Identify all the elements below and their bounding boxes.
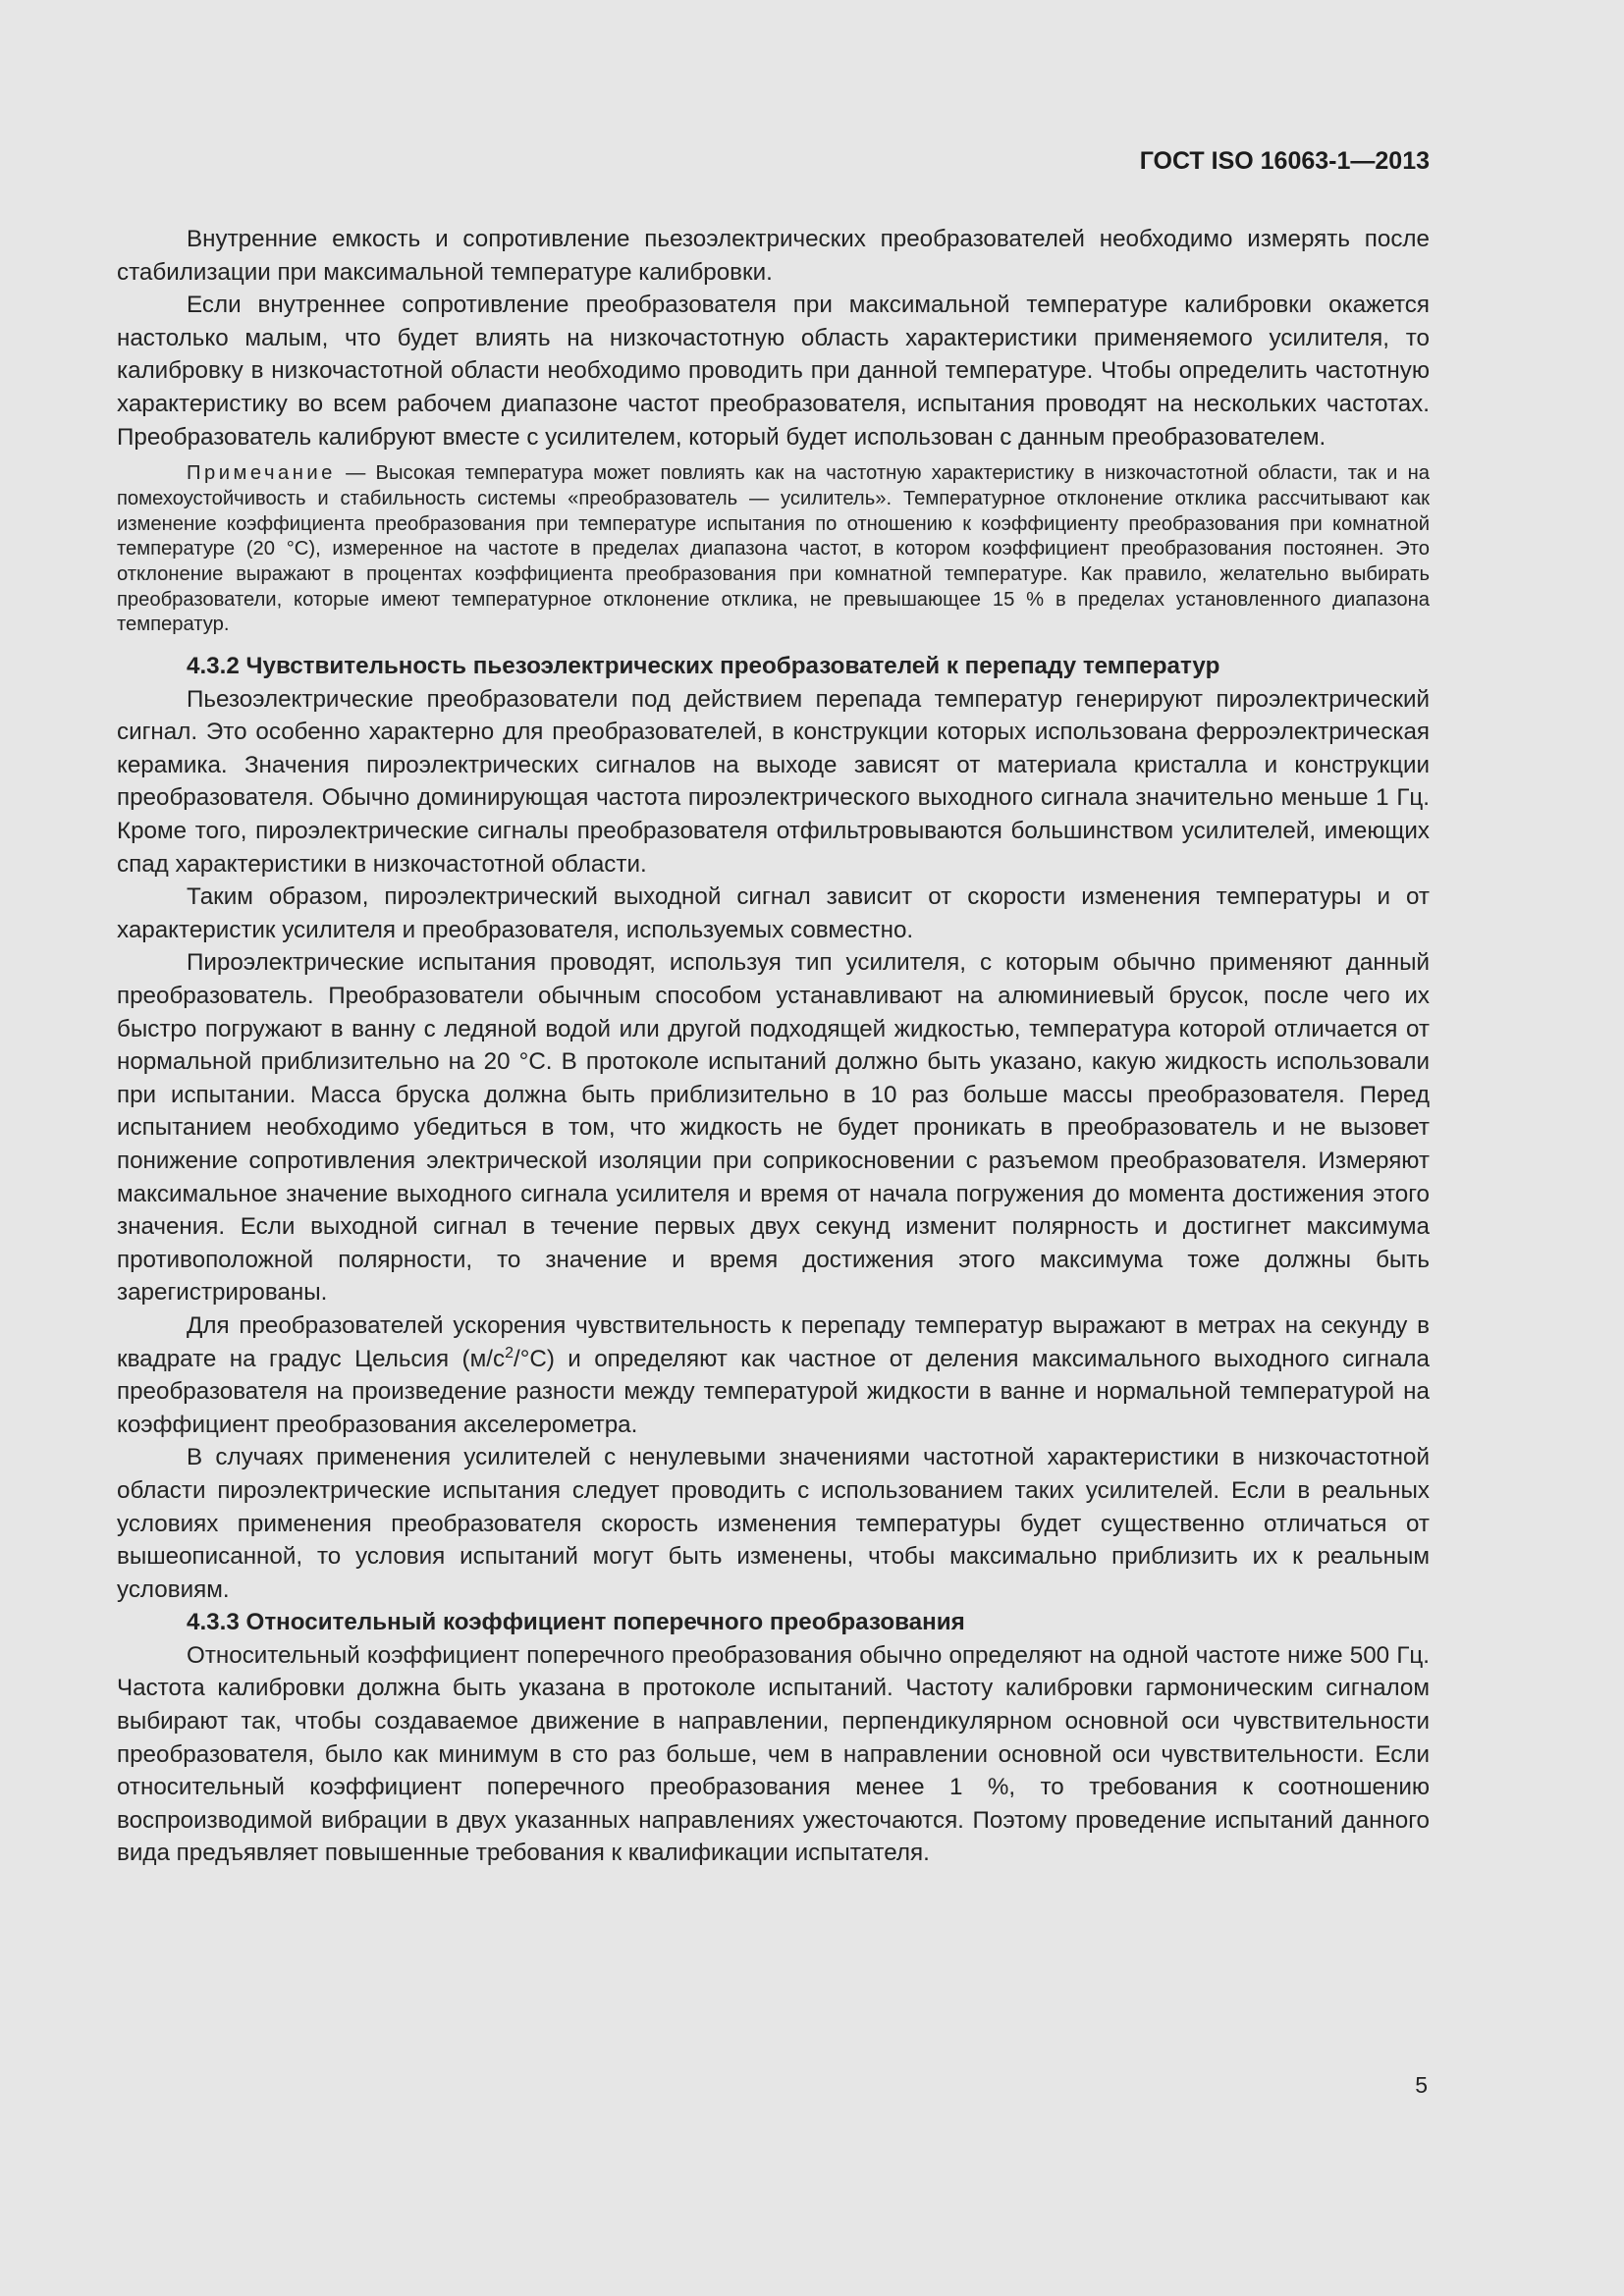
paragraph: Относительный коэффициент поперечного преобразования обычно определяют на одной частоте ниже 500 Гц. Частота калибровки должна быть указана в протоколе испытаний. Частоту калибровки гармоническим сигналом выбирают так, чтобы создаваемое движение в направлении, перпендикулярном основной оси чувствительности преобразователя, было как минимум в сто раз больше, чем в направлении основной оси чувствительности. Если относительный коэффициент поперечного преобразования менее 1 %, то требования к соотношению воспроизводимой вибрации в двух указанных направлениях ужесточаются. Поэтому проведение испытаний данного вида предъявляет повышенные требования к квалификации испытателя. <box>117 1641 1430 1867</box>
section-heading-4-3-3: 4.3.3 Относительный коэффициент поперечного преобразования <box>187 1609 965 1636</box>
paragraph-units-part-2: /°С) и определяют как частное от деления максимального выходного сигнала преобразователя на произведение разности между температурой жидкости в ванне и нормальной температурой на коэффициент преобразования акселерометра. <box>117 1345 1430 1438</box>
paragraph-units <box>117 1309 1430 1441</box>
document-body <box>117 223 1430 1870</box>
paragraph: Если внутреннее сопротивление преобразователя при максимальной температуре калибровки окажется настолько малым, что будет влиять на низкочастотную область характеристики применяемого усилителя, то калибровку в низкочастотной области необходимо проводить при данной температуре. Чтобы определить частотную характеристику во всем рабочем диапазоне частот преобразователя, испытания проводят на нескольких частотах. Преобразователь калибруют вместе с усилителем, который будет использован с данным преобразователем. <box>117 292 1430 451</box>
note-block <box>117 461 1430 638</box>
paragraph: Пироэлектрические испытания проводят, используя тип усилителя, с которым обычно применяют данный преобразователь. Преобразователи обычным способом устанавливают на алюминиевый брусок, после чего их быстро погружают в ванну с ледяной водой или другой подходящей жидкостью, температура которой отличается от нормальной приблизительно на 20 °С. В протоколе испытаний должно быть указано, какую жидкость использовали при испытании. Масса бруска должна быть приблизительно в 10 раз больше массы преобразователя. Перед испытанием необходимо убедиться в том, что жидкость не будет проникать в преобразователь и не вызовет понижение сопротивления электрической изоляции при соприкосновении с разъемом преобразователя. Измеряют максимальное значение выходного сигнала усилителя и время от начала погружения до момента достижения этого значения. Если выходной сигнал в течение первых двух секунд изменит полярность и достигнет максимума противоположной полярности, то значение и время достижения этого максимума тоже должны быть зарегистрированы. <box>117 949 1430 1307</box>
document-standard-id: ГОСТ ISO 16063-1—2013 <box>1139 147 1430 175</box>
note-label: Примечание <box>187 462 336 485</box>
note-text: — Высокая температура может повлиять как на частотную характеристику в низкочастотной области, так и на помехоустойчивость и стабильность системы «преобразователь — усилитель». Температурное отклонение отклика рассчитывают как изменение коэффициента преобразования при температуре испытания по отношению к коэффициенту преобразования при комнатной температуре (20 °С), измеренное на частоте в пределах диапазона частот, в котором коэффициент преобразования постоянен. Это отклонение выражают в процентах коэффициента преобразования при комнатной температуре. Как правило, желательно выбирать преобразователи, которые имеют температурное отклонение отклика, не превышающее 15 % в пределах установленного диапазона температур. <box>117 462 1430 636</box>
superscript: 2 <box>505 1344 514 1362</box>
page-number: 5 <box>1415 2072 1428 2098</box>
section-heading-4-3-2: 4.3.2 Чувствительность пьезоэлектрических преобразователей к перепаду температур <box>187 653 1220 680</box>
paragraph-units-part-1: Для преобразователей ускорения чувствительность к перепаду температур выражают в метрах на секунду в квадрате на градус Цельсия (м/с <box>117 1311 1430 1372</box>
paragraph: В случаях применения усилителей с ненулевыми значениями частотной характеристики в низкочастотной области пироэлектрические испытания следует проводить с использованием таких усилителей. Если в реальных условиях применения преобразователя скорость изменения температуры будет существенно отличаться от вышеописанной, то условия испытаний могут быть изменены, чтобы максимально приблизить их к реальным условиям. <box>117 1444 1430 1603</box>
paragraph: Таким образом, пироэлектрический выходной сигнал зависит от скорости изменения температуры и от характеристик усилителя и преобразователя, используемых совместно. <box>117 883 1430 943</box>
paragraph: Пьезоэлектрические преобразователи под действием перепада температур генерируют пироэлектрический сигнал. Это особенно характерно для преобразователей, в конструкции которых использована ферроэлектрическая керамика. Значения пироэлектрических сигналов на выходе зависят от материала кристалла и конструкции преобразователя. Обычно доминирующая частота пироэлектрического выходного сигнала значительно меньше 1 Гц. Кроме того, пироэлектрические сигналы преобразователя отфильтровываются большинством усилителей, имеющих спад характеристики в низкочастотной области. <box>117 685 1430 878</box>
paragraph: Внутренние емкость и сопротивление пьезоэлектрических преобразователей необходимо измерять после стабилизации при максимальной температуре калибровки. <box>117 226 1430 286</box>
